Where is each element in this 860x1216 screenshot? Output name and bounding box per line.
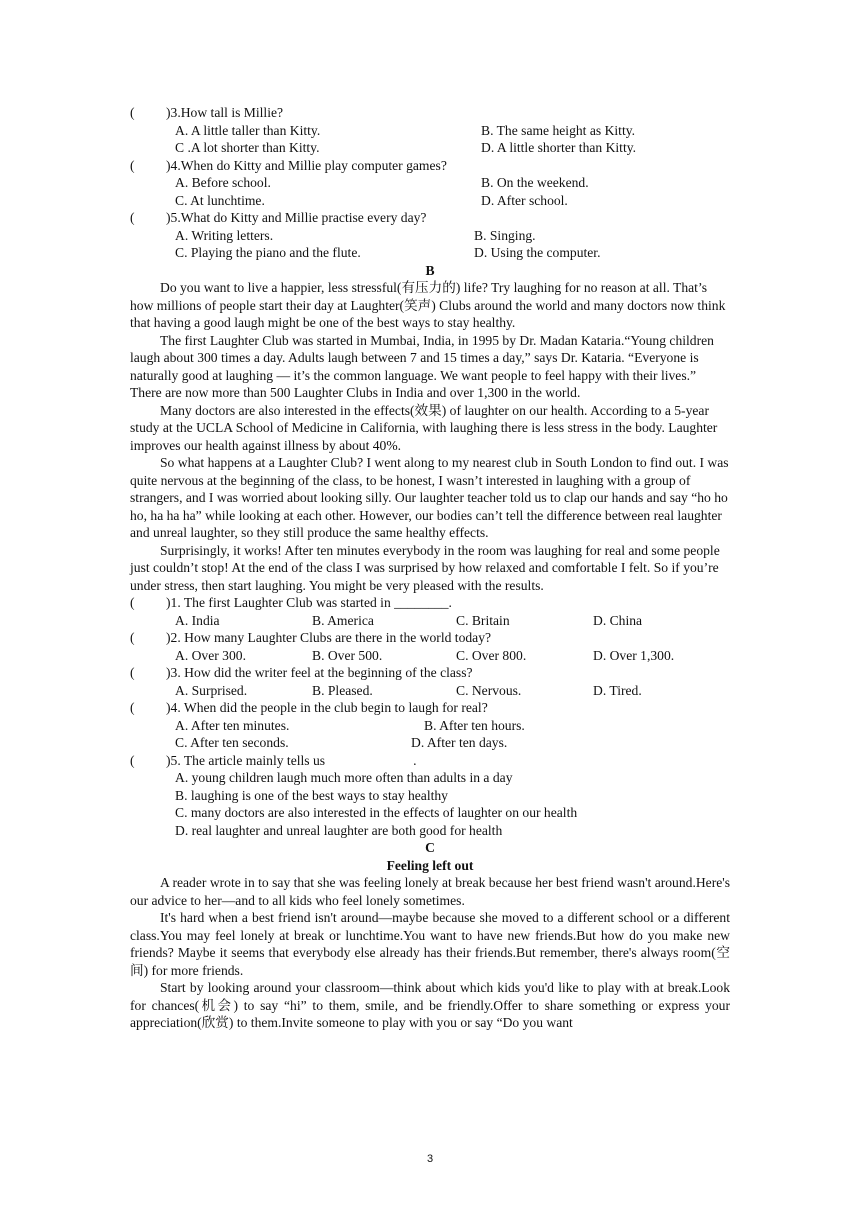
options-row [130,612,730,630]
options-row [130,822,730,840]
option-c: C. After ten seconds. [175,735,289,750]
option-d: D. After school. [481,192,568,208]
section-heading-b: B [425,262,435,278]
question-b5: ( )5. The article mainly tells us . [130,752,417,768]
answer-paren: ( [130,105,135,120]
answer-paren: ( [130,210,135,225]
option-b: B. Over 500. [312,647,383,663]
option-d: D. Using the computer. [474,245,601,260]
options-row [130,717,730,735]
option-a: A. After ten minutes. [175,717,290,733]
option-a: A. Over 300. [175,647,246,663]
passage-b-paragraph-4: So what happens at a Laughter Club? I went along to my nearest club in South London to find out. I was quite nervous at the beginning of the class, to be honest, I wasn’t interested in laughing with a group of strangers, and I was worried about looking silly. Our laughter teacher told us to clap our hands and say “ho ho ho, ha ha ha” while looking at each other. However, our bodies can’t tell the difference between real laughter and unreal laughter, so they still produce the same healthy effects. [130,455,729,540]
passage-title: Feeling left out [386,857,474,873]
question-text: 4. When did the people in the club begin to laugh for real? [170,700,488,715]
options-row [130,227,730,245]
question-text: 5. The article mainly tells us [170,752,326,768]
option-c: C .A lot shorter than Kitty. [175,140,320,155]
option-d: D. real laughter and unreal laughter are both good for health [175,822,503,838]
option-b: B. Pleased. [312,682,373,698]
question-text: 2. How many Laughter Clubs are there in the world today? [170,630,492,645]
options-row [130,787,730,805]
option-a: A. young children laugh much more often than adults in a day [175,770,513,785]
option-c: C. At lunchtime. [175,192,265,208]
options-row [130,139,730,157]
passage-b-paragraph-3: Many doctors are also interested in the effects(效果) of laughter on our health. According to a 5-year study at the UCLA School of Medicine in California, with laughing there is less stress in the body. Laughter improves our health against illness by about 40%. [130,402,718,453]
answer-blank: ________ [394,595,449,610]
question-text: 4.When do Kitty and Millie play computer games? [170,157,447,173]
passage-b-paragraph-1: Do you want to live a happier, less stressful(有压力的) life? Try laughing for no reason at all. That’s how millions of people start their day at Laughter(笑声) Clubs around the world and many doctors now think that having a good laugh might be one of the best ways to stay healthy. [130,280,726,330]
question-a4: ( )4.When do Kitty and Millie play computer games? [130,157,447,173]
question-a5: ( )5.What do Kitty and Millie practise every day? [130,210,427,225]
option-b: B. Singing. [474,227,536,243]
answer-paren: ( [130,595,135,610]
options-row [130,192,730,210]
option-b: B. laughing is one of the best ways to stay healthy [175,787,448,803]
option-a: A. India [175,612,220,628]
question-b4: ( )4. When did the people in the club begin to laugh for real? [130,700,488,715]
answer-paren: ( [130,665,135,680]
options-row [130,804,730,822]
option-d: D. Tired. [593,682,642,698]
option-c: C. many doctors are also interested in the effects of laughter on our health [175,805,578,820]
option-d: D. China [593,612,643,628]
passage-c-paragraph-2: It's hard when a best friend isn't around—maybe because she moved to a different school or a different class.You may feel lonely at break or lunchtime.You want to have new friends.But how do you make new friends? Maybe it seems that everybody else already has their friends.But remember, there's always room(空间) for more friends. [130,910,730,978]
option-c: C. Nervous. [456,682,522,698]
page-number: 3 [426,1153,434,1165]
options-row [130,647,730,665]
option-b: B. The same height as Kitty. [481,122,636,138]
option-b: B. On the weekend. [481,175,589,190]
passage-c-paragraph-3: Start by looking around your classroom—think about which kids you'd like to play with at break.Look for chances(机会) to say “hi” to them, smile, and be friendly.Offer to share something or express your appreciation(欣赏) to them.Invite someone to play with you or say “Do you want [130,980,730,1030]
option-c: C. Over 800. [456,647,527,663]
option-c: C. Britain [456,612,510,628]
option-a: A. Surprised. [175,682,248,698]
options-row [130,244,730,262]
question-b2: ( )2. How many Laughter Clubs are there in the world today? [130,630,492,645]
section-heading-c: C [425,840,435,855]
question-text: 5.What do Kitty and Millie practise every day? [170,210,427,225]
question-text: 1. The first Laughter Club was started in [170,595,395,610]
question-b1: ( )1. The first Laughter Club was started in ________. [130,595,452,610]
option-a: A. A little taller than Kitty. [175,122,321,138]
options-row [130,174,730,192]
options-row [130,769,730,787]
answer-paren: ( [130,752,135,768]
option-a: A. Before school. [175,175,271,190]
answer-paren: ( [130,700,135,715]
options-row [130,122,730,140]
passage-c-paragraph-1: A reader wrote in to say that she was feeling lonely at break because her best friend wasn't around.Here's our advice to her—and to all kids who feel lonely sometimes. [130,875,730,908]
answer-paren: ( [130,157,135,173]
option-d: D. Over 1,300. [593,647,675,663]
options-row [130,734,730,752]
passage-b-paragraph-5: Surprisingly, it works! After ten minutes everybody in the room was laughing for real and some people just couldn’t stop! At the end of the class I was surprised by how relaxed and comfortable I felt. So if you’re under stress, then start laughing. You might be very pleased with the results. [130,542,720,593]
option-d: D. A little shorter than Kitty. [481,140,637,155]
question-b3: ( )3. How did the writer feel at the beginning of the class? [130,665,473,680]
option-a: A. Writing letters. [175,227,274,243]
option-b: B. After ten hours. [424,717,525,733]
answer-paren: ( [130,630,135,645]
option-c: C. Playing the piano and the flute. [175,245,361,260]
options-row [130,682,730,700]
question-text: 3.How tall is Millie? [170,105,284,120]
passage-b-paragraph-2: The first Laughter Club was started in Mumbai, India, in 1995 by Dr. Madan Kataria.“Young children laugh about 300 times a day. Adults laugh between 7 and 15 times a day,” says Dr. Kataria. “Everyone is naturally good at laughing — it’s the common language. We want people to feel happy with their lives.” There are now more than 500 Laughter Clubs in India and over 1,300 in the world. [130,332,714,400]
document-page [130,104,730,1032]
question-text: 3. How did the writer feel at the beginning of the class? [170,665,473,680]
option-d: D. After ten days. [411,735,508,750]
question-a3: ( )3.How tall is Millie? [130,105,284,120]
option-b: B. America [312,612,374,628]
